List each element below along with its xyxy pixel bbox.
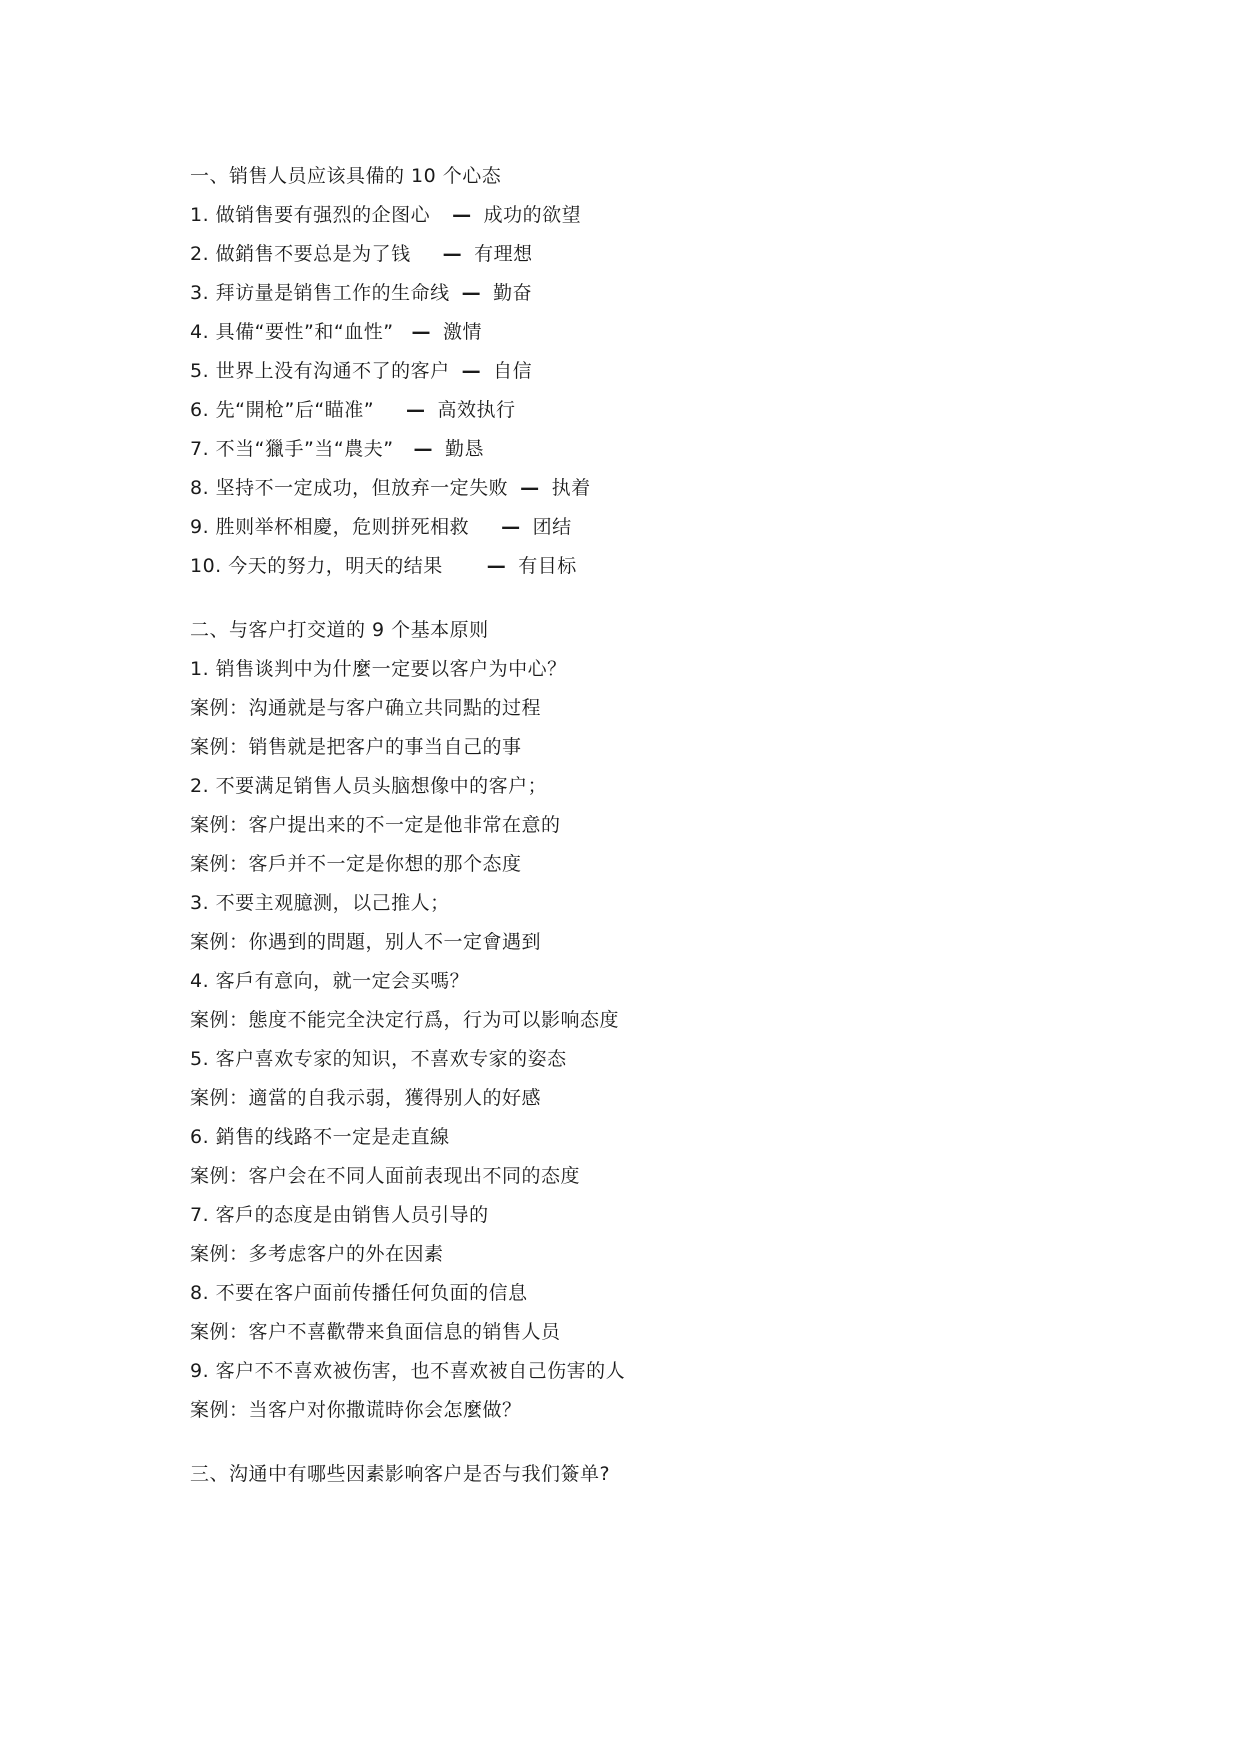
mental-item-text: 1. 做销售要有强烈的企图心 (190, 204, 431, 226)
mental-item-text: 6. 先“開枪”后“瞄准” (190, 399, 375, 421)
principle-line: 5. 客户喜欢专家的知识，不喜欢专家的姿态 (190, 1048, 567, 1070)
mental-item-text: 7. 不当“獵手”当“農夫” (190, 438, 394, 460)
mental-item-keyword: 勤奋 (493, 282, 533, 304)
mental-item-keyword: 激情 (443, 321, 483, 343)
mental-item (190, 352, 1150, 391)
principle-line: 3. 不要主观臆测，以己推人； (190, 892, 450, 914)
section2-title: 二、与客户打交道的 9 个基本原则 (190, 619, 489, 641)
em-dash: — (501, 516, 521, 538)
em-dash: — (461, 282, 482, 304)
section3-title: 三、沟通中有哪些因素影响客户是否与我们簽单? (190, 1463, 611, 1485)
mental-item (190, 313, 1150, 352)
principle-line: 7. 客戶的态度是由销售人员引导的 (190, 1204, 489, 1226)
principle-line: 9. 客户不不喜欢被伤害，也不喜欢被自己伤害的人 (190, 1360, 626, 1382)
mental-item (190, 196, 1150, 235)
mental-item-keyword: 高效执行 (437, 399, 516, 421)
section1-title: 一、销售人员应该具備的 10 个心态 (190, 165, 502, 187)
em-dash: — (411, 321, 432, 343)
mental-list (190, 196, 1150, 586)
em-dash: — (461, 360, 482, 382)
section-gap (190, 1430, 1150, 1455)
case-line: 案例：多考虑客户的外在因素 (190, 1243, 444, 1265)
mental-item-text: 8. 坚持不一定成功，但放弃一定失败 (190, 477, 509, 499)
mental-item (190, 235, 1150, 274)
case-line: 案例：当客户对你撒谎時你会怎麼做？ (190, 1399, 522, 1421)
mental-item-text: 9. 胜则举杯相慶，危则拼死相救 (190, 516, 470, 538)
principle-line: 2. 不要满足销售人员头脑想像中的客户； (190, 775, 548, 797)
mental-item-text: 3. 拜访量是销售工作的生命线 (190, 282, 450, 304)
principle-line: 1. 销售谈判中为什麼一定要以客户为中心？ (190, 658, 567, 680)
principle-line: 6. 銷售的线路不一定是走直線 (190, 1126, 450, 1148)
document-page (190, 157, 1150, 1494)
em-dash: — (486, 555, 507, 577)
principle-line: 4. 客戶有意向，就一定会买嗎？ (190, 970, 470, 992)
mental-item-keyword: 成功的欲望 (483, 204, 582, 226)
mental-item-text: 5. 世界上没有沟通不了的客户 (190, 360, 450, 382)
em-dash: — (442, 243, 463, 265)
case-line: 案例：销售就是把客户的事当自己的事 (190, 736, 522, 758)
em-dash: — (452, 204, 472, 226)
section-gap (190, 586, 1150, 611)
mental-item (190, 391, 1150, 430)
case-line: 案例：態度不能完全決定行爲，行为可以影响态度 (190, 1009, 620, 1031)
mental-item (190, 430, 1150, 469)
principle-list (190, 650, 1150, 1430)
mental-item (190, 274, 1150, 313)
mental-item-keyword: 有理想 (474, 243, 533, 265)
case-line: 案例：客戶并不一定是你想的那个态度 (190, 853, 522, 875)
em-dash: — (413, 438, 434, 460)
mental-item-keyword: 有目标 (518, 555, 577, 577)
mental-item-keyword: 执着 (551, 477, 591, 499)
mental-item-text: 2. 做銷售不要总是为了钱 (190, 243, 411, 265)
mental-item-keyword: 团结 (532, 516, 572, 538)
principle-line: 8. 不要在客户面前传播任何负面的信息 (190, 1282, 528, 1304)
mental-item (190, 547, 1150, 586)
mental-item-text: 4. 具備“要性”和“血性” (190, 321, 394, 343)
em-dash: — (406, 399, 426, 421)
case-line: 案例：客户不喜歡帶来負面信息的销售人员 (190, 1321, 561, 1343)
case-line: 案例：你遇到的問題，别人不一定會遇到 (190, 931, 542, 953)
case-line: 案例：客户提出来的不一定是他非常在意的 (190, 814, 561, 836)
case-line: 案例：沟通就是与客户确立共同點的过程 (190, 697, 542, 719)
mental-item (190, 508, 1150, 547)
case-line: 案例：適當的自我示弱，獲得别人的好感 (190, 1087, 542, 1109)
mental-item-text: 10. 今天的努力，明天的结果 (190, 555, 443, 577)
case-line: 案例：客户会在不同人面前表现出不同的态度 (190, 1165, 581, 1187)
mental-item-keyword: 自信 (493, 360, 533, 382)
mental-item (190, 469, 1150, 508)
em-dash: — (520, 477, 540, 499)
mental-item-keyword: 勤恳 (445, 438, 485, 460)
